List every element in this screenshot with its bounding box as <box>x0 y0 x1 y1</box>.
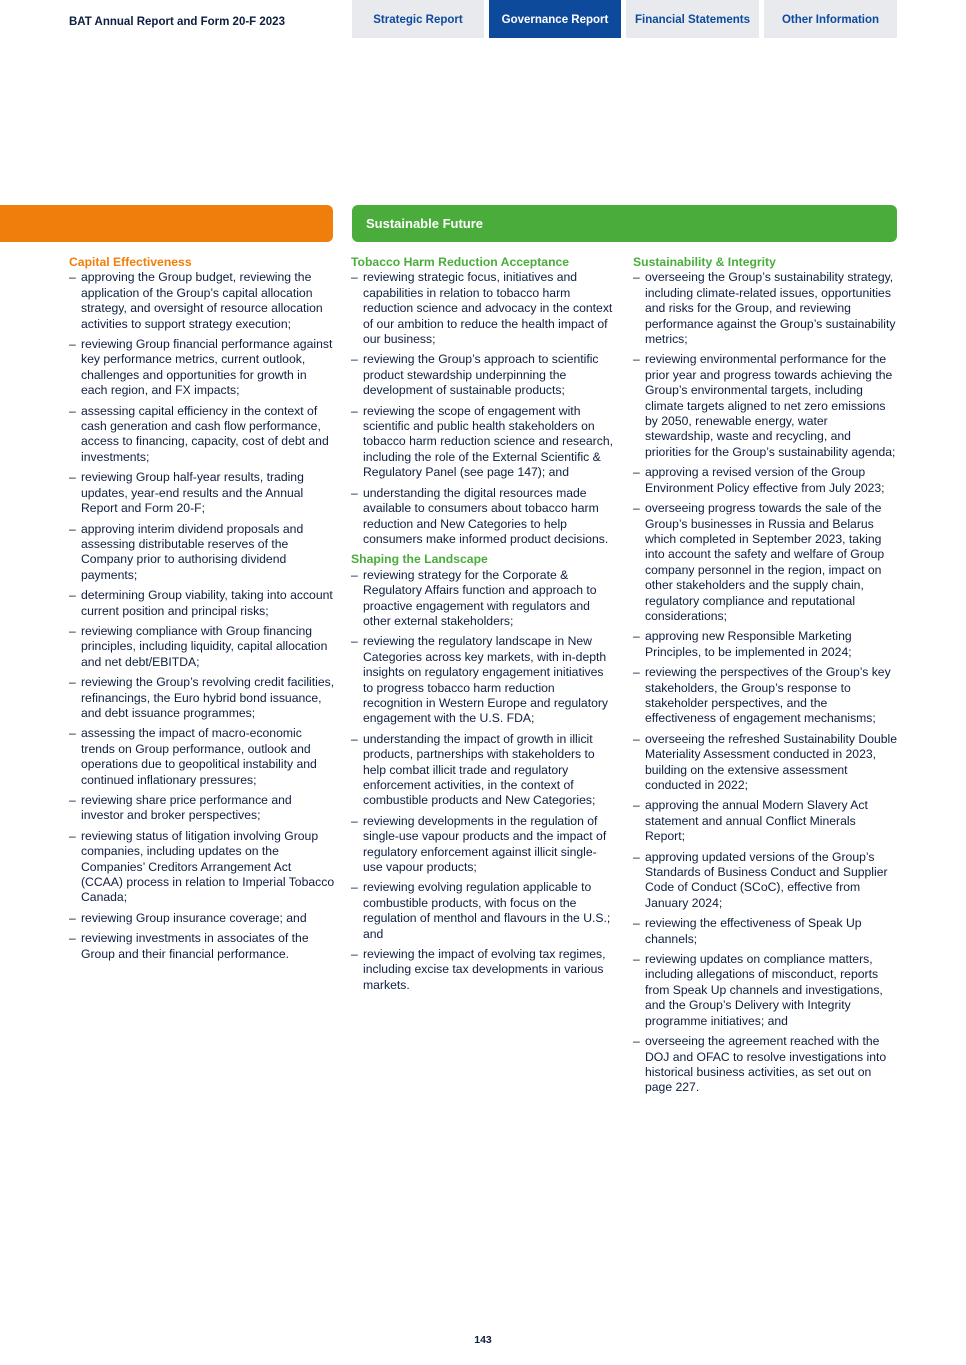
section-heading: Shaping the Landscape <box>351 552 488 567</box>
list-item: – reviewing strategy for the Corporate & Regulatory Affairs function and approach to proactive engagement with regulators and other external stakeholders; <box>351 568 615 630</box>
orange-section-banner <box>0 205 333 242</box>
bullet-list <box>351 568 615 994</box>
list-item: – overseeing the Group’s sustainability strategy, including climate-related issues, opportunities and risks for the Group, and reviewing performance against the Group’s sustainability metrics; <box>633 270 899 347</box>
list-item: – reviewing environmental performance for the prior year and progress towards achieving the Group’s environmental targets, including climate targets aligned to net zero emissions by 2050, renewable energy, water stewardship, waste and recycling, and priorities for the Group’s sustainability agenda; <box>633 352 899 460</box>
list-item: – reviewing evolving regulation applicable to combustible products, with focus on the regulation of menthol and flavours in the U.S.; and <box>351 880 615 942</box>
tab-financial-statements[interactable]: Financial Statements <box>626 0 759 38</box>
list-item: – overseeing the refreshed Sustainability Double Materiality Assessment conducted in 2023, building on the extensive assessment conducted in 2022; <box>633 732 899 794</box>
list-item: – reviewing Group half-year results, trading updates, year-end results and the Annual Report and Form 20-F; <box>69 470 335 516</box>
list-item: – approving interim dividend proposals and assessing distributable reserves of the Company prior to authorising dividend payments; <box>69 522 335 584</box>
page-number: 143 <box>474 1334 492 1346</box>
list-item: – reviewing the regulatory landscape in New Categories across key markets, with in-depth insights on regulatory engagement initiatives to progress tobacco harm reduction recognition in Western Europe and regulatory engagement with the U.S. FDA; <box>351 634 615 726</box>
section-heading: Capital Effectiveness <box>69 255 192 269</box>
column-capital-effectiveness <box>69 253 335 967</box>
list-item: – reviewing the effectiveness of Speak Up channels; <box>633 916 899 947</box>
column-sustainable-future-left <box>351 253 615 998</box>
list-item: – approving the annual Modern Slavery Act statement and annual Conflict Minerals Report; <box>633 798 899 844</box>
tab-strategic-report[interactable]: Strategic Report <box>352 0 484 38</box>
tab-other-information[interactable]: Other Information <box>764 0 897 38</box>
list-item: – reviewing Group insurance coverage; and <box>69 911 335 926</box>
list-item: – reviewing strategic focus, initiatives and capabilities in relation to tobacco harm reduction science and advocacy in the context of our ambition to reduce the health impact of our business; <box>351 270 615 347</box>
list-item: – assessing capital efficiency in the context of cash generation and cash flow performance, access to financing, capacity, cost of debt and investments; <box>69 404 335 466</box>
list-item: – reviewing updates on compliance matters, including allegations of misconduct, reports from Speak Up channels and investigations, and the Group’s Delivery with Integrity programme initiatives; and <box>633 952 899 1029</box>
list-item: – reviewing Group financial performance against key performance metrics, current outlook, challenges and opportunities for growth in each region, and FX impacts; <box>69 337 335 399</box>
document-title: BAT Annual Report and Form 20-F 2023 <box>69 16 285 28</box>
list-item: – reviewing the scope of engagement with scientific and public health stakeholders on tobacco harm reduction science and research, including the role of the External Scientific & Regulatory Panel (see page 147); and <box>351 404 615 481</box>
list-item: – reviewing the perspectives of the Group’s key stakeholders, the Group’s response to stakeholder perspectives, and the effectiveness of engagement mechanisms; <box>633 665 899 727</box>
section-heading: Tobacco Harm Reduction Acceptance <box>351 255 570 269</box>
list-item: – reviewing share price performance and investor and broker perspectives; <box>69 793 335 824</box>
list-item: – reviewing investments in associates of the Group and their financial performance. <box>69 931 335 962</box>
column-sustainability-integrity <box>633 253 899 1101</box>
tab-governance-report[interactable]: Governance Report <box>489 0 621 38</box>
list-item: – approving updated versions of the Group’s Standards of Business Conduct and Supplier Code of Conduct (SCoC), effective from January 2024; <box>633 850 899 912</box>
list-item: – assessing the impact of macro-economic trends on Group performance, outlook and operations due to geopolitical instability and continued inflationary pressures; <box>69 726 335 788</box>
bullet-list <box>351 270 615 547</box>
list-item: – understanding the digital resources made available to consumers about tobacco harm reduction and New Categories to help consumers make informed product decisions. <box>351 486 615 548</box>
list-item: – approving new Responsible Marketing Principles, to be implemented in 2024; <box>633 629 899 660</box>
list-item: – reviewing developments in the regulation of single-use vapour products and the impact of regulatory enforcement against illicit single-use vapour products; <box>351 814 615 876</box>
list-item: – reviewing status of litigation involving Group companies, including updates on the Companies’ Creditors Arrangement Act (CCAA) process in relation to Imperial Tobacco Canada; <box>69 829 335 906</box>
list-item: – overseeing progress towards the sale of the Group’s businesses in Russia and Belarus which completed in September 2023, taking into account the safety and welfare of Group company personnel in the region, impact on other stakeholders and the supply chain, regulatory compliance and reputational considerations; <box>633 501 899 624</box>
list-item: – overseeing the agreement reached with the DOJ and OFAC to resolve investigations into historical business activities, as set out on page 227. <box>633 1034 899 1096</box>
list-item: – determining Group viability, taking into account current position and principal risks; <box>69 588 335 619</box>
sustainable-future-banner <box>352 205 897 242</box>
bullet-list <box>69 270 335 962</box>
list-item: – reviewing the impact of evolving tax regimes, including excise tax developments in various markets. <box>351 947 615 993</box>
banner-title: Sustainable Future <box>366 216 484 231</box>
list-item: – reviewing compliance with Group financing principles, including liquidity, capital allocation and net debt/EBITDA; <box>69 624 335 670</box>
list-item: – approving a revised version of the Group Environment Policy effective from July 2023; <box>633 465 899 496</box>
list-item: – approving the Group budget, reviewing the application of the Group’s capital allocation strategy, and oversight of resource allocation activities to support strategy execution; <box>69 270 335 332</box>
list-item: – understanding the impact of growth in illicit products, partnerships with stakeholders to help combat illicit trade and regulatory enforcement activities, in the context of combustible products and New Categories; <box>351 732 615 809</box>
section-heading: Sustainability & Integrity <box>633 255 776 269</box>
list-item: – reviewing the Group’s approach to scientific product stewardship underpinning the development of sustainable products; <box>351 352 615 398</box>
bullet-list <box>633 270 899 1095</box>
list-item: – reviewing the Group’s revolving credit facilities, refinancings, the Euro hybrid bond issuance, and debt issuance programmes; <box>69 675 335 721</box>
